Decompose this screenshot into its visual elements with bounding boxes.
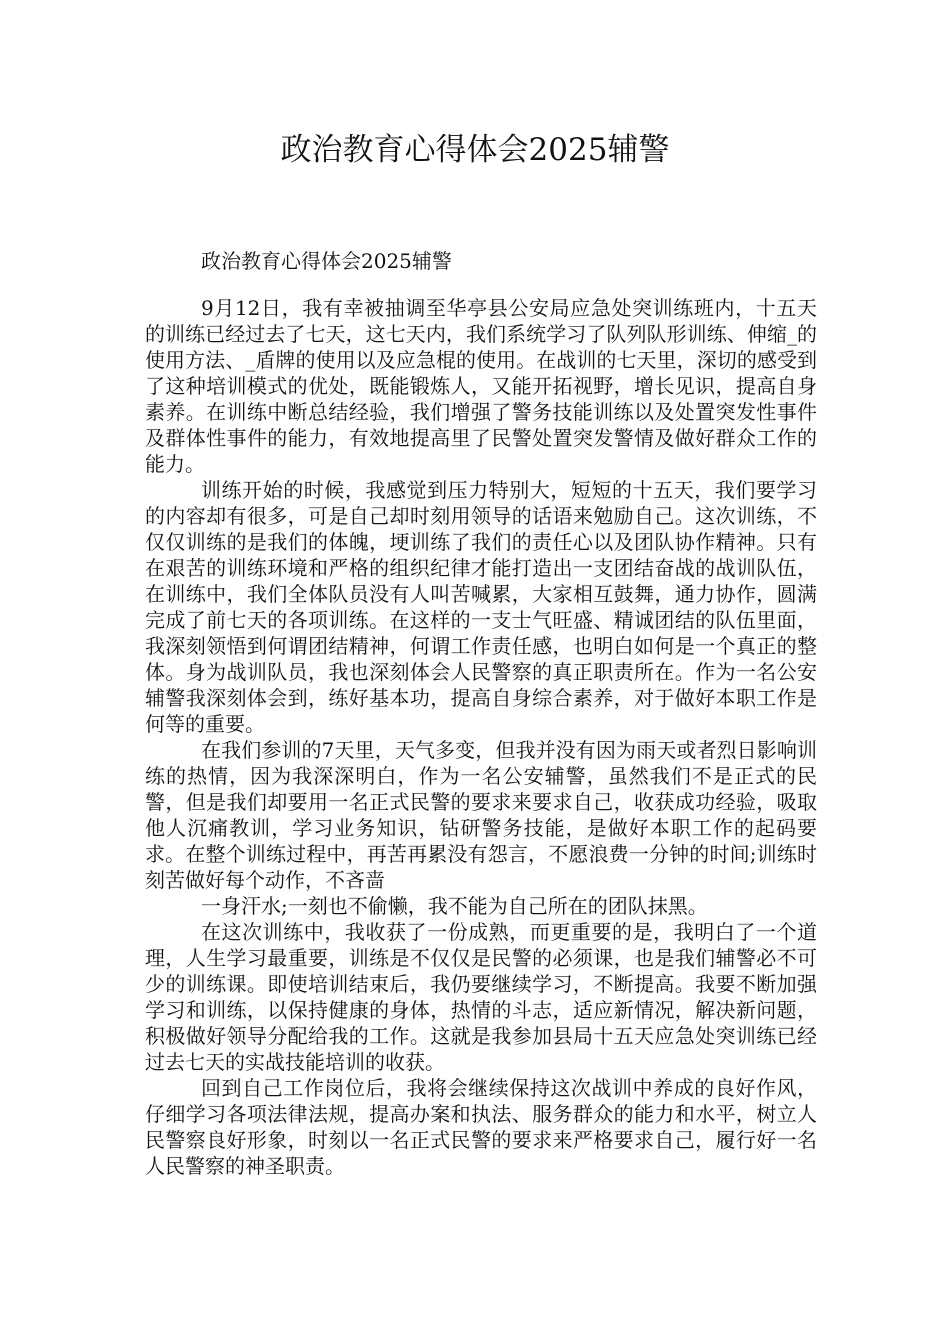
paragraph-4: 一身汗水;一刻也不偷懒，我不能为自己所在的团队抹黑。 [201,894,708,918]
document-body [145,248,817,1179]
paragraph-5: 在这次训练中，我收获了一份成熟，而更重要的是，我明白了一个道理，人生学习最重要，训练是不仅仅是民警的必须课，也是我们辅警必不可少的训练课。即使培训结束后，我仍要继续学习，不断提高。我要不断加强学习和训练，以保持健康的身体，热情的斗志，适应新情况，解决新问题，积极做好领导分配给我的工作。这就是我参加县局十五天应急处突训练已经过去七天的实战技能培训的收获。 [145,920,817,1074]
paragraph-1: 9月12日，我有幸被抽调至华亭县公安局应急处突训练班内，十五天的训练已经过去了七天，这七天内，我们系统学习了队列队形训练、伸缩_的使用方法、_盾牌的使用以及应急棍的使用。在战训的七天里，深切的感受到了这种培训模式的优处，既能锻炼人，又能开拓视野，增长见识，提高自身素养。在训练中断总结经验，我们增强了警务技能训练以及处置突发性事件及群体性事件的能力，有效地提高里了民警处置突发警情及做好群众工作的能力。 [145,296,817,476]
document-title: 政治教育心得体会2025辅警 [280,132,670,168]
document-subtitle: 政治教育心得体会2025辅警 [201,249,452,273]
paragraph-2: 训练开始的时候，我感觉到压力特别大，短短的十五天，我们要学习的内容却有很多，可是自己却时刻用领导的话语来勉励自己。这次训练，不仅仅训练的是我们的体魄，埂训练了我们的责任心以及团队协作精神。只有在艰苦的训练环境和严格的组织纪律才能打造出一支团结奋战的战训队伍，在训练中，我们全体队员没有人叫苦喊累，大家相互鼓舞，通力协作，圆满完成了前七天的各项训练。在这样的一支士气旺盛、精诚团结的队伍里面，我深刻领悟到何谓团结精神，何谓工作责任感，也明白如何是一个真正的整体。身为战训队员，我也深刻体会人民警察的真正职责所在。作为一名公安辅警我深刻体会到，练好基本功，提高自身综合素养，对于做好本职工作是何等的重要。 [145,478,817,736]
paragraph-6: 回到自己工作岗位后，我将会继续保持这次战训中养成的良好作风，仔细学习各项法律法规，提高办案和执法、服务群众的能力和水平，树立人民警察良好形象，时刻以一名正式民警的要求来严格要求自己，履行好一名人民警察的神圣职责。 [145,1076,817,1178]
paragraph-3: 在我们参训的7天里，天气多变，但我并没有因为雨天或者烈日影响训练的热情，因为我深深明白，作为一名公安辅警，虽然我们不是正式的民警，但是我们却要用一名正式民警的要求来要求自己，收获成功经验，吸取他人沉痛教训，学习业务知识，钻研警务技能，是做好本职工作的起码要求。在整个训练过程中，再苦再累没有怨言，不愿浪费一分钟的时间;训练时刻苦做好每个动作，不吝啬 [145,738,817,892]
